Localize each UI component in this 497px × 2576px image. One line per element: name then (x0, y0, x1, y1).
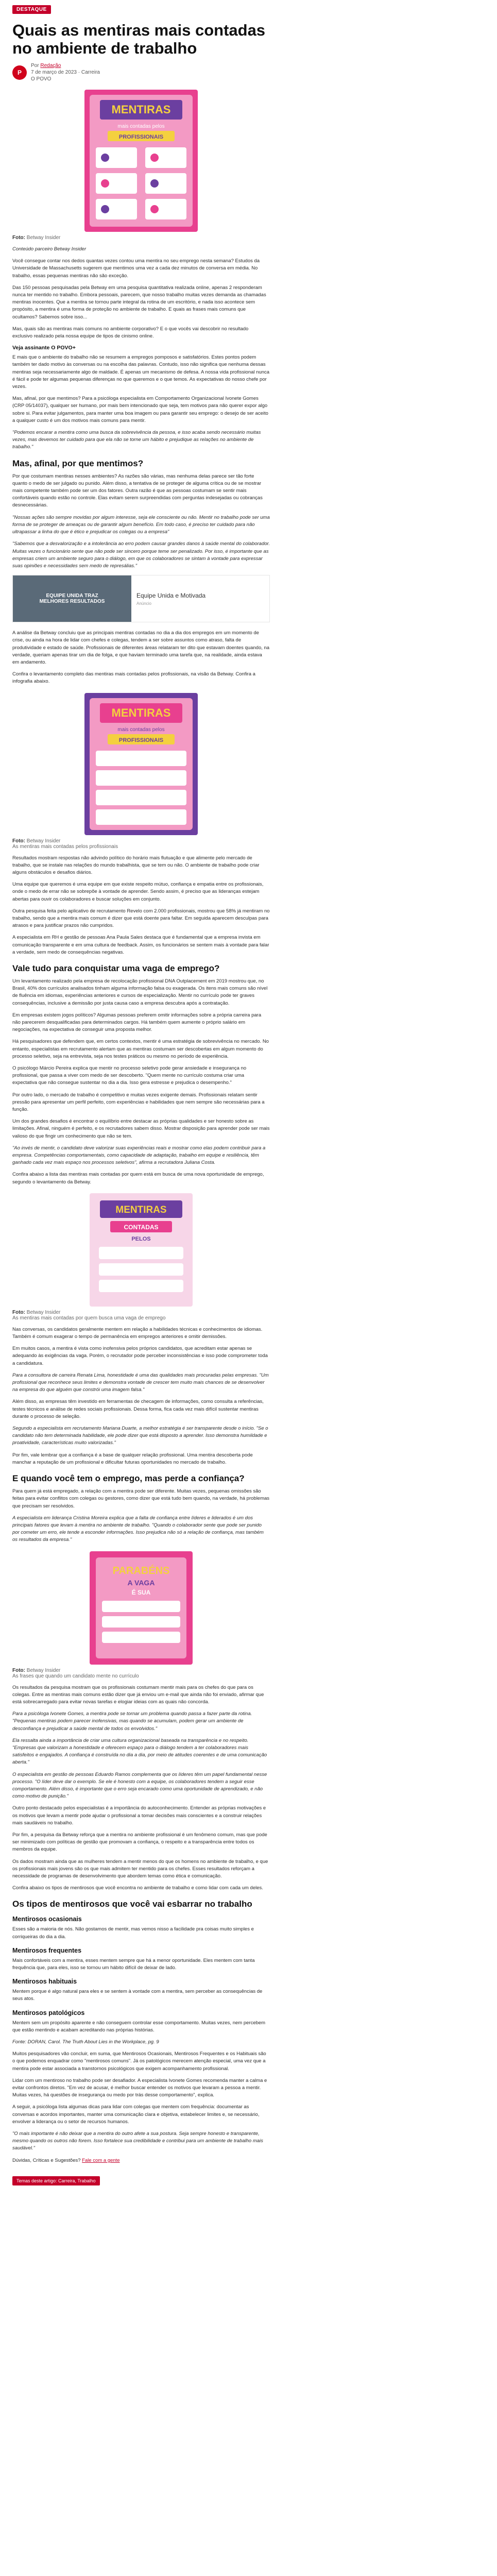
read-also[interactable]: Veja assinante O POVO+ (12, 345, 76, 351)
paragraph-h2: Em muitos casos, a mentira é vista como inofensiva pelos próprios candidatos, que acreditam estar apenas se adequando às exigências da vaga. Porém, o recrutador pode perceber inconsistências e isso pode comprometer toda a candidatura. (12, 1346, 268, 1366)
author-prefix: Por (31, 63, 39, 69)
avatar-label: O POVO (31, 76, 52, 82)
publisher-logo: P (12, 65, 27, 80)
figure-4-caption: Foto: Betway Insider As frases que quando um candidato mente no currículo (12, 1667, 139, 1679)
paragraph-j1: Os resultados da pesquisa mostram que os profissionais costumam mentir mais para os chefes do que para os colegas. Entre as mentiras mais comuns estão dizer que já enviou um e-mail que ainda não foi enviado, afirmar que está sobrecarregado para evitar novas tarefas e elogiar ideias com as quais não concorda. (12, 1684, 264, 1705)
paragraph-j3: Ela ressalta ainda a importância de criar uma cultura organizacional baseada na transparência e no respeito. "Empresas que valorizam a honestidade e oferecem espaço para o diálogo tendem a ter colaboradores mais satisfeitos e engajados. A confiança é construída no dia a dia, por meio de atitudes coerentes e de uma comunicação aberta." (12, 1737, 267, 1766)
paragraph-b2: Mas, afinal, por que mentimos? Para a psicóloga especialista em Comportamento Organizacional Ivonete Gomes (CRP 05/14037), qualquer ser humano, por mais bem intencionado que seja, tem motivos para não querer expor algo sobre si. Para evitar julgamentos, para manter uma boa imagem ou para garantir seu emprego: o desejo de ser aceito a qualquer custo é um dos motivos mais comuns para mentir. (12, 396, 268, 423)
paragraph-j2: Para a psicóloga Ivonete Gomes, a mentira pode se tornar um problema quando passa a fazer parte da rotina. "Pequenas mentiras podem parecer inofensivas, mas quando se acumulam, podem gerar um ambiente de desconfiança e prejudicar a saúde mental de todos os envolvidos." (12, 1711, 252, 1732)
infographic-2 (84, 693, 198, 835)
category-tag[interactable]: DESTAQUE (12, 5, 51, 14)
paragraph-i2: A especialista em liderança Cristina Moreira explica que a falta de confiança entre líderes e liderados é um dos principais fatores que levam à mentira no ambiente de trabalho. "Quando o colaborador sente que pode ser punido por cometer um erro, ele tende a esconder informações. Isso prejudica não só a relação de confiança, mas também os resultados da empresa." (12, 1515, 264, 1543)
infographic-4 (90, 1551, 193, 1665)
infographic-3 (90, 1193, 193, 1307)
ad-label: Anúncio (136, 601, 151, 606)
author-link[interactable]: Redação (40, 63, 61, 69)
article-column (12, 4, 270, 2185)
paragraph-d2: Confira o levantamento completo das mentiras mais contadas pelos profissionais, na visão da Betway. Confira a infografia abaixo. (12, 671, 255, 685)
banner-sub2-1: PROFISSIONAIS (118, 134, 164, 140)
paragraph-j7: Os dados mostram ainda que as mulheres tendem a mentir menos do que os homens no ambiente de trabalho, e que os profissionais mais jovens são os que mais admitem ter mentido para os chefes. Esses resultados reforçam a necessidade de programas de desenvolvimento que abordem temas como ética e comunicação. (12, 1858, 268, 1879)
banner-sub2-3: PELOS (131, 1235, 151, 1242)
paragraph-a1: Você consegue contar nos dedos quantas vezes contou uma mentira no seu emprego nesta semana? Estudos da Universidade de Massachusetts sugerem que mentimos uma vez a cada dez minutos de conversa em média. No trabalho, essas pequenas mentiras não são exceção. (12, 258, 260, 279)
liar-type-1-desc: Esses são a maioria de nós. Não gostamos de mentir, mas vemos nisso a facilidade pra coisas muito simples e corriqueiras do dia a dia. (12, 1926, 254, 1940)
paragraph-k1: Muitos pesquisadores vão concluir, em suma, que Mentirosos Ocasionais, Mentirosos Frequentes e os Habituais são o que podemos enquadrar como "mentirosos comuns". Já os patológicos merecem atenção especial, uma vez que a mentira pode estar associada a transtornos psicológicos que exigem acompanhamento profissional. (12, 2051, 266, 2072)
paragraph-e1: Resultados mostram respostas não advindo político do horário mais flutuação e que alimente pelo mercado de trabalho, que se instale nas relações do mundo trabalhista, que se tem ou não. O ambiente de trabalho pode criar alguns obstáculos e desafios diários. (12, 855, 260, 875)
paragraph-g1: Por outro lado, o mercado de trabalho é competitivo e muitas vezes exigente demais. Profissionais relatam sentir pressão para apresentar um perfil perfeito, com experiências e habilidades que nem sempre são necessárias para a função. (12, 1092, 265, 1113)
liar-type-4-title: Mentirosos patológicos (12, 2009, 85, 2016)
paragraph-h1: Nas conversas, os candidatos geralmente mentem em relação a habilidades técnicas e conhecimentos de idiomas. Também é comum exagerar o tempo de permanência em empregos anteriores e omitir demissões. (12, 1326, 263, 1340)
reference-note: Fonte: DORAN, Carol. The Truth About Lies in the Workplace, pg. 9 (12, 2039, 159, 2045)
paragraph-g2: Um dos grandes desafios é encontrar o equilíbrio entre destacar as próprias qualidades e ser honesto sobre as limitações. Afinal, ninguém é perfeito, e os recrutadores sabem disso. Mostrar disposição para aprender pode ser mais valioso do que fingir um conhecimento que não se tem. (12, 1118, 270, 1139)
banner-sub-2: mais contadas pelos (117, 726, 165, 733)
article-title: Quais as mentiras mais contadas no ambiente de trabalho (12, 21, 266, 57)
paragraph-a2: Das 150 pessoas pesquisadas pela Betway em uma pesquisa quantitativa realizada online, apenas 2 responderam nunca ter mentido no trabalho. Embora pessoais, parecem, que nosso trabalho muitas vezes demanda as chamadas mentiras inocentes. Que a mentira se tornou parte integral da rotina de um escritório, e nada isso acontece sem propósito, a mentira é uma forma de proteção no ambiente de trabalho. E quais as frases mais comuns que ocultamos? Sabemos sobre isso... (12, 284, 266, 320)
paragraph-h6: Por fim, vale lembrar que a confiança é a base de qualquer relação profissional. Uma mentira descoberta pode manchar a reputação de um profissional e dificultar futuras oportunidades no mercado de trabalho. (12, 1452, 253, 1465)
section-name: Carreira (81, 70, 100, 75)
banner-sub-3: CONTADAS (124, 1223, 159, 1231)
paragraph-e4: A especialista em RH e gestão de pessoas Ana Paula Sales destaca que é fundamental que a empresa invista em comunicação transparente e em uma cultura de feedback. Assim, os funcionários se sentem mais à vontade para falar a verdade, sem medo de consequências negativas. (12, 935, 269, 955)
liar-type-3-desc: Mentem porque é algo natural para eles e se sentem à vontade com a mentira, sem perceber as consequências de seus atos. (12, 1989, 263, 2002)
liar-type-2-title: Mentirosos frequentes (12, 1946, 82, 1954)
paragraph-e3: Outra pesquisa feita pelo aplicativo de recrutamento Revelo com 2.000 profissionais, mostrou que 58% já mentiram no trabalho, sendo que a mentira mais comum é dizer que está doente para faltar. Em seguida aparecem desculpas para atrasos e para justificar prazos não cumpridos. (12, 908, 270, 929)
contact-link[interactable]: Fale com a gente (82, 2157, 120, 2163)
liar-type-1-title: Mentirosos ocasionais (12, 1916, 82, 1923)
paragraph-j8: Confira abaixo os tipos de mentirosos que você encontra no ambiente de trabalho e como lidar com cada um deles. (12, 1885, 263, 1891)
section-heading-2: Vale tudo para conquistar uma vaga de emprego? (12, 963, 220, 973)
figure-3-caption: Foto: Betway Insider As mentiras mais contadas por quem busca uma vaga de emprego (12, 1309, 166, 1321)
banner-sub2-2: PROFISSIONAIS (118, 737, 164, 743)
paragraph-k4: "O mais importante é não deixar que a mentira do outro afete a sua postura. Seja sempre honesto e transparente, mesmo quando os outros não forem. Isso fortalece sua credibilidade e contribui para um ambiente de trabalho mais saudável." (12, 2131, 263, 2151)
advertisement[interactable] (12, 575, 270, 622)
figure-2-caption: Foto: Betway Insider As mentiras mais contadas pelos profissionais (12, 838, 118, 850)
banner-title-4: PARABÉNS (112, 1565, 170, 1577)
banner-title-2: MENTIRAS (111, 706, 171, 719)
paragraph-k2: Lidar com um mentiroso no trabalho pode ser desafiador. A especialista Ivonete Gomes recomenda manter a calma e evitar confrontos diretos. "Em vez de acusar, é melhor buscar entender os motivos que levaram a pessoa a mentir. Muitas vezes, há questões de insegurança ou medo por trás desse comportamento", explica. (12, 2077, 267, 2098)
publish-date: 7 de março de 2023 (31, 70, 77, 75)
article-tags[interactable]: Temas deste artigo: Carreira, Trabalho (12, 2176, 100, 2185)
paragraph-c3: "Sabemos que a desvalorização e a intolerância ao erro podem causar grandes danos à saúde mental do colaborador. Muitas vezes o funcionário sente que não pode ser sincero porque teme ser penalizado. Por isso, é importante que as empresas criem um ambiente seguro para o diálogo, em que os colaboradores se sintam à vontade para expressar suas opiniões e necessidades sem medo de represálias." (12, 541, 270, 569)
paragraph-f2: Em empresas existem jogos políticos? Algumas pessoas preferem omitir informações sobre a própria carreira para não parecerem desqualificadas para determinados cargos. Há também quem aumente o próprio salário em negociações, na expectativa de conseguir uma proposta melhor. (12, 1012, 262, 1033)
banner-title-3: MENTIRAS (115, 1204, 167, 1215)
paragraph-f3: Há pesquisadores que defendem que, em certos contextos, mentir é uma estratégia de sobrevivência no mercado. No entanto, especialistas em recrutamento alertam que as mentiras costumam ser descobertas em algum momento do processo seletivo, seja na entrevista, seja nos testes práticos ou mesmo no período de experiência. (12, 1039, 269, 1059)
ad-thumbnail: EQUIPE UNIDA TRAZ MELHORES RESULTADOS (13, 575, 131, 622)
paragraph-c1: Por que costumam mentiras nesses ambientes? As razões são várias, mas nenhuma delas parece ser tão forte quanto o medo de ser julgado ou punido. Além disso, a tentativa de se proteger de alguma crítica ou de se mostrar mais competente também pode ser um dos fatores. Outra razão é que as pessoas costumam se sentir mais confortáveis quando estão no controle. Elas evitam serem surpreendidas com perguntas indesejadas ou cobranças desnecessárias. (12, 473, 263, 509)
paragraph-i1: Para quem já está empregado, a relação com a mentira pode ser diferente. Muitas vezes, pequenas omissões são feitas para evitar conflitos com colegas ou gestores, como dizer que está tudo bem quando, na verdade, há problemas que precisam ser resolvidos. (12, 1488, 270, 1509)
paragraph-k3: A seguir, a psicóloga lista algumas dicas para lidar com colegas que mentem com frequência: documentar as conversas e acordos importantes, manter uma comunicação clara e objetiva, estabelecer limites e, se necessário, envolver a liderança ou o setor de recursos humanos. (12, 2104, 260, 2125)
section-heading-1: Mas, afinal, por que mentimos? (12, 458, 144, 468)
paragraph-b3: "Podemos encarar a mentira como uma busca da sobrevivência da pessoa, e isso acaba sendo necessário muitas vezes, mas devemos ter cuidado para que ela não se torne um hábito e prejudique as relações no ambiente de trabalho." (12, 430, 261, 450)
paragraph-f1: Um levantamento realizado pela empresa de recolocação profissional DNA Outplacement em 2019 mostrou que, no Brasil, 40% dos currículos analisados tinham alguma informação falsa ou exagerada. Os itens mais comuns são nível de fluência em idiomas, experiências anteriores e cursos de especialização. Mentir no currículo pode ter graves consequências, inclusive a demissão por justa causa caso a empresa descubra após a contratação. (12, 978, 268, 1006)
banner-sub-1: mais contadas pelos (117, 124, 165, 129)
infographic-1 (84, 90, 198, 232)
paragraph-f4: O psicólogo Márcio Pereira explica que mentir no processo seletivo pode gerar ansiedade e insegurança no profissional, que passa a viver com medo de ser descoberto. "Quem mente no currículo costuma criar uma expectativa que não consegue sustentar no dia a dia. Isso gera estresse e prejudica o desempenho." (12, 1065, 247, 1086)
paragraph-j5: Outro ponto destacado pelos especialistas é a importância do autoconhecimento. Entender as próprias motivações e os motivos que levam a mentir pode ajudar o profissional a tomar decisões mais conscientes e a construir relações mais saudáveis no trabalho. (12, 1805, 266, 1826)
paragraph-h3: Para a consultora de carreira Renata Lima, honestidade é uma das qualidades mais procuradas pelas empresas. "Um profissional que reconhece seus limites e demonstra vontade de crescer tem muito mais chances de se desenvolver na empresa do que alguém que constrói uma imagem falsa." (12, 1372, 269, 1393)
byline (12, 62, 270, 82)
byline-meta: Por Redação 7 de março de 2023 · Carreira O POVO (31, 63, 100, 82)
paragraph-h5: Segundo a especialista em recrutamento Mariana Duarte, a melhor estratégia é ser transparente desde o início. "Se o candidato não tem determinada habilidade, ele pode dizer que está disposto a aprender. Isso demonstra humildade e proatividade, características muito valorizadas." (12, 1426, 268, 1446)
paragraph-a3: Mas, quais são as mentiras mais comuns no ambiente corporativo? E o que vocês vai descobrir no resultado exclusivo realizado pela nossa equipe de tipos de cinismo online. (12, 326, 249, 340)
figure-1-caption: Foto: Betway Insider (12, 235, 61, 241)
closing-line: Dúvidas, Críticas e Sugestões? Fale com a gente (12, 2157, 120, 2163)
paragraph-j4: O especialista em gestão de pessoas Eduardo Ramos complementa que os líderes têm um papel fundamental nesse processo. "O líder deve dar o exemplo. Se ele é honesto com a equipe, os colaboradores tendem a seguir esse comportamento. Além disso, é importante que o erro seja encarado como uma oportunidade de aprendizado, e não como motivo de punição." (12, 1771, 267, 1800)
paragraph-b1: E mais que o ambiente do trabalho não se resumem a empregos pomposos e satisfatórios. Estes pontos podem também ter dado motivo às conversas ou na escolha das palavras. Contudo, isso não significa que nenhuma dessas mentiras seja necessariamente algo de maldade. É apenas um mecanismo de defesa. A nossa vida profissional nunca é fácil e pode ter algumas pequenas diferenças no que queremos e o que temos. As expectativas do nosso chefe por vezes. (12, 354, 270, 390)
intro-credit: Conteúdo parceiro Betway Insider (12, 246, 87, 252)
paragraph-c2: "Nossas ações são sempre movidas por algum interesse, seja ele consciente ou não. Mentir no trabalho pode ser uma forma de se proteger de ameaças ou de garantir algum benefício. Em todo caso, é preciso ter cuidado para não ultrapassar a linha do que é ético e prejudicar os colegas ou a empresa" (12, 514, 270, 535)
paragraph-h4: Além disso, as empresas têm investido em ferramentas de checagem de informações, como consulta a referências, testes técnicos e análise de redes sociais profissionais. Dessa forma, fica cada vez mais difícil sustentar mentiras durante o processo de seleção. (12, 1399, 264, 1419)
banner-title-1: MENTIRAS (111, 103, 171, 116)
paragraph-g4: Confira abaixo a lista das mentiras mais contadas por quem está em busca de uma nova oportunidade de emprego, segundo o levantamento da Betway. (12, 1172, 264, 1185)
banner-sub-4: A VAGA (127, 1578, 155, 1587)
paragraph-e2: Uma equipe que queremos é uma equipe em que existe respeito mútuo, confiança e empatia entre os profissionais, onde o medo de errar não se sobrepõe à vontade de aprender. Sendo assim, é preciso que as lideranças estejam abertas para ouvir os colaboradores e buscar soluções em conjunto. (12, 882, 264, 902)
liar-type-2-desc: Mais confortáveis com a mentira, esses mentem sempre que há a menor oportunidade. Eles mentem com tanta frequência que, para eles, isso se tornou um hábito difícil de deixar de lado. (12, 1957, 255, 1971)
ad-title[interactable]: Equipe Unida e Motivada (136, 591, 206, 599)
liar-type-4-desc: Mentem sem um propósito aparente e não conseguem controlar esse comportamento. Muitas vezes, nem percebem que estão mentindo e acabam acreditando nas próprias histórias. (12, 2020, 266, 2033)
section-heading-3: E quando você tem o emprego, mas perde a confiança? (12, 1473, 245, 1484)
section-heading-4: Os tipos de mentirosos que você vai esbarrar no trabalho (12, 1899, 252, 1909)
paragraph-d1: A análise da Betway concluiu que as principais mentiras contadas no dia a dia dos empregos em um momento de crise, ou ainda na hora de lidar com chefes e colegas, tendem a ser sobre assuntos como atraso, falta de produtividade e estado de saúde. Profissionais de diferentes áreas relataram ter dito que estavam doentes quando, na verdade, queriam apenas tirar um dia de folga, e que haviam terminado uma tarefa que, na realidade, ainda estava em andamento. (12, 630, 270, 665)
paragraph-j6: Por fim, a pesquisa da Betway reforça que a mentira no ambiente profissional é um fenômeno comum, mas que pode ser minimizado com políticas de gestão que promovam a confiança, o respeito e a transparência entre todos os membros da equipe. (12, 1832, 267, 1853)
banner-sub2-4: É SUA (131, 1588, 151, 1596)
liar-type-3-title: Mentirosos habituais (12, 1978, 77, 1986)
paragraph-g3: "Ao invés de mentir, o candidato deve valorizar suas experiências reais e mostrar como elas podem contribuir para a empresa. Competências comportamentais, como capacidade de adaptação, trabalho em equipe e resiliência, têm ganhado cada vez mais espaço nos processos seletivos", afirma a recrutadora Juliana Costa. (12, 1145, 266, 1166)
